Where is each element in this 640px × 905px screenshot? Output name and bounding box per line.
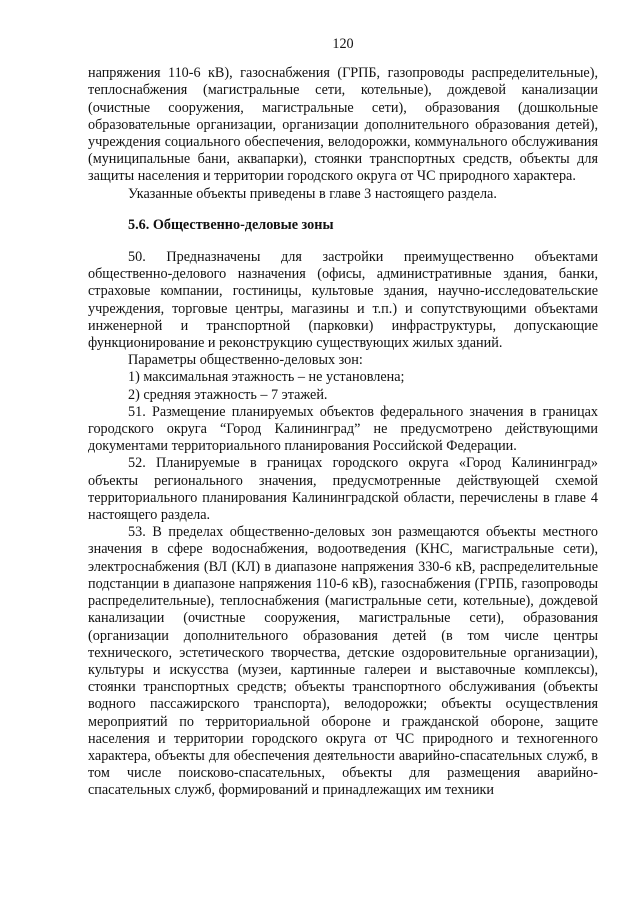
paragraph-53: 53. В пределах общественно-деловых зон размещаются объекты местного значения в сфере водоснабжения, водоотведения (КНС, магистральные сети), электроснабжения (ВЛ (КЛ) в диапазоне напряжения 330-6 кВ, распределительные подстанции в диапазоне напряжения 110-6 кВ), газоснабжения (ГРПБ, газопроводы распределительные), теплоснабжения (магистральные сети, котельные), дождевой канализации (очистные сооружения, магистральные сети), образования (организации дополнительного образования детей (в том числе центры технического, эстетического творчества, детские оздоровительные организации), культуры и искусства (музеи, картинные галереи и выставочные комплексы), стоянки транспортных средств; объекты транспортного обслуживания (объекты водного пассажирского транспорта), велодорожки; объекты осуществления мероприятий по территориальной обороне и гражданской обороне, защите населения и территории городского округа от ЧС природного и техногенного характера, объекты для обеспечения деятельности аварийно-спасательных служб, в том числе поисково-спасательных, объекты для размещения аварийно-спасательных служб, формирований и принадлежащих им техники xyxy=(88,524,598,799)
paragraph-continuation: напряжения 110-6 кВ), газоснабжения (ГРПБ, газопроводы распределительные), теплоснабжения (магистральные сети, котельные), дождевой канализации (очистные сооружения, магистральные сети), образования (дошкольные образовательные организации, организации дополнительного образования детей), учреждения социального обеспечения, велодорожки, коммунального обслуживания (муниципальные бани, аквапарки), стоянки транспортных средств, объекты для защиты населения и территории городского округа от ЧС природного характера. xyxy=(88,65,598,185)
paragraph-avg-floors: 2) средняя этажность – 7 этажей. xyxy=(128,386,328,403)
page-number: 120 xyxy=(332,36,354,52)
paragraph-50: 50. Предназначены для застройки преимущественно объектами общественно-делового назначения (офисы, административные здания, банки, страховые компании, гостиницы, культовые здания, научно-исследовательские учреждения, торговые центры, магазины и т.п.) и сопутствующими объектами инженерной и транспортной (парковки) инфраструктуры, допускающие функционирование и реконструкцию существующих жилых зданий. xyxy=(88,249,598,352)
paragraph-51: 51. Размещение планируемых объектов федерального значения в границах городского округа “Город Калининград” не предусмотрено действующими документами территориального планирования Российской Федерации. xyxy=(88,403,598,455)
paragraph-objects-reference: Указанные объекты приведены в главе 3 настоящего раздела. xyxy=(128,185,497,202)
document-page xyxy=(88,36,598,800)
section-heading: 5.6. Общественно-деловые зоны xyxy=(128,216,334,233)
paragraph-zone-parameters: Параметры общественно-деловых зон: xyxy=(128,352,363,369)
paragraph-52: 52. Планируемые в границах городского округа «Город Калининград» объекты регионального значения, предусмотренные действующей схемой территориального планирования Калининградской области, перечислены в главе 4 настоящего раздела. xyxy=(88,455,598,524)
paragraph-max-floors: 1) максимальная этажность – не установлена; xyxy=(128,369,405,386)
